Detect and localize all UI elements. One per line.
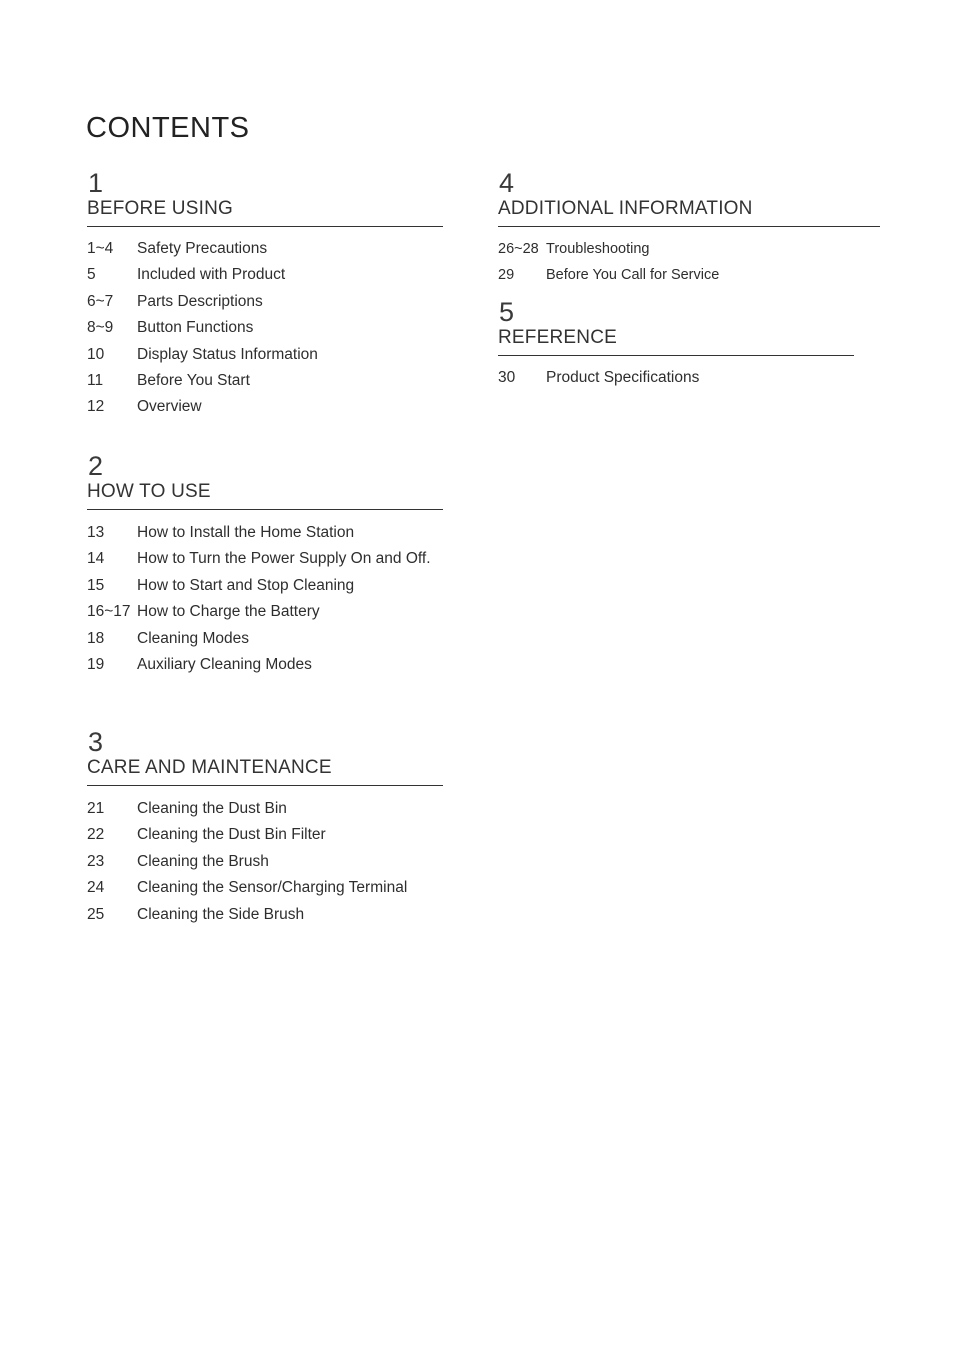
entry-page: 23 <box>87 852 105 870</box>
entry-page: 6~7 <box>87 292 114 310</box>
toc-entry-install-home-station[interactable] <box>87 520 443 546</box>
toc-entry-cleaning-dust-bin[interactable] <box>87 796 443 822</box>
section-number: 5 <box>499 297 515 327</box>
entry-title: Product Specifications <box>546 369 700 386</box>
entry-title: Parts Descriptions <box>137 292 263 310</box>
entry-title: Button Functions <box>137 319 254 337</box>
section-how-to-use <box>87 451 443 678</box>
toc-entries <box>498 365 854 391</box>
entry-page: 29 <box>498 267 515 284</box>
entry-page: 30 <box>498 369 516 386</box>
entry-title: Cleaning the Side Brush <box>137 905 305 923</box>
entry-page: 13 <box>87 524 105 541</box>
page-title: CONTENTS <box>86 112 250 144</box>
entry-page: 24 <box>87 879 105 897</box>
entry-page: 10 <box>87 345 105 363</box>
entry-page: 26~28 <box>498 241 539 257</box>
toc-entry-product-specifications[interactable] <box>498 365 854 391</box>
entry-title: Troubleshooting <box>546 241 650 257</box>
entry-title: Auxiliary Cleaning Modes <box>137 656 312 674</box>
toc-entry-auxiliary-cleaning-modes[interactable] <box>87 652 443 678</box>
toc-entry-before-you-call-for-service[interactable] <box>498 262 880 288</box>
entry-page: 11 <box>87 372 104 390</box>
section-number: 4 <box>499 168 515 198</box>
section-number: 2 <box>88 451 104 481</box>
toc-entry-cleaning-brush[interactable] <box>87 849 443 875</box>
entry-page: 15 <box>87 576 105 594</box>
entry-title: Cleaning the Brush <box>137 852 269 870</box>
toc-entry-display-status-information[interactable] <box>87 342 443 368</box>
entry-title: How to Charge the Battery <box>137 603 320 621</box>
entry-title: How to Install the Home Station <box>137 524 355 541</box>
section-title: HOW TO USE <box>87 481 443 510</box>
section-before-using <box>87 168 443 421</box>
entry-title: How to Start and Stop Cleaning <box>137 576 355 594</box>
toc-entries <box>87 520 443 678</box>
entry-title: Included with Product <box>137 266 286 284</box>
section-number: 1 <box>88 168 104 198</box>
toc-entry-cleaning-modes[interactable] <box>87 626 443 652</box>
section-title: ADDITIONAL INFORMATION <box>498 198 880 227</box>
toc-entry-cleaning-side-brush[interactable] <box>87 902 443 928</box>
entry-page: 25 <box>87 905 105 923</box>
entry-title: Display Status Information <box>137 345 318 363</box>
entry-page: 1~4 <box>87 240 114 257</box>
toc-entry-cleaning-dust-bin-filter[interactable] <box>87 822 443 848</box>
entry-page: 22 <box>87 826 105 844</box>
entry-title: Cleaning the Dust Bin <box>137 800 287 817</box>
entry-title: Cleaning Modes <box>137 629 250 647</box>
toc-entries <box>87 236 443 421</box>
entry-title: Safety Precautions <box>137 240 268 257</box>
entry-title: Cleaning the Dust Bin Filter <box>137 826 326 844</box>
section-title: BEFORE USING <box>87 198 443 227</box>
entry-title: Before You Start <box>137 372 250 390</box>
section-care-and-maintenance <box>87 727 443 928</box>
toc-entries <box>498 236 880 289</box>
toc-entry-troubleshooting[interactable] <box>498 236 880 262</box>
toc-entry-parts-descriptions[interactable] <box>87 289 443 315</box>
toc-entry-before-you-start[interactable] <box>87 368 443 394</box>
entry-title: Cleaning the Sensor/Charging Terminal <box>137 879 408 897</box>
entry-title: How to Turn the Power Supply On and Off. <box>137 550 431 568</box>
toc-entry-button-functions[interactable] <box>87 315 443 341</box>
section-additional-information <box>498 168 880 289</box>
toc-entry-overview[interactable] <box>87 394 443 420</box>
section-number: 3 <box>88 727 104 757</box>
entry-page: 5 <box>87 266 96 284</box>
entry-page: 19 <box>87 656 105 674</box>
toc-entry-power-on-off[interactable] <box>87 546 443 572</box>
toc-entry-charge-battery[interactable] <box>87 599 443 625</box>
toc-entry-start-stop-cleaning[interactable] <box>87 573 443 599</box>
section-reference <box>498 297 854 391</box>
toc-entry-safety-precautions[interactable] <box>87 236 443 262</box>
entry-page: 21 <box>87 800 105 817</box>
entry-page: 12 <box>87 398 105 416</box>
entry-title: Overview <box>137 398 202 416</box>
toc-entry-included-with-product[interactable] <box>87 262 443 288</box>
entry-page: 16~17 <box>87 603 131 621</box>
section-title: CARE AND MAINTENANCE <box>87 757 443 786</box>
entry-page: 14 <box>87 550 105 568</box>
toc-entry-cleaning-sensor-terminal[interactable] <box>87 875 443 901</box>
toc-entries <box>87 796 443 928</box>
entry-title: Before You Call for Service <box>546 267 720 284</box>
section-title: REFERENCE <box>498 327 854 356</box>
entry-page: 8~9 <box>87 319 114 337</box>
entry-page: 18 <box>87 629 105 647</box>
